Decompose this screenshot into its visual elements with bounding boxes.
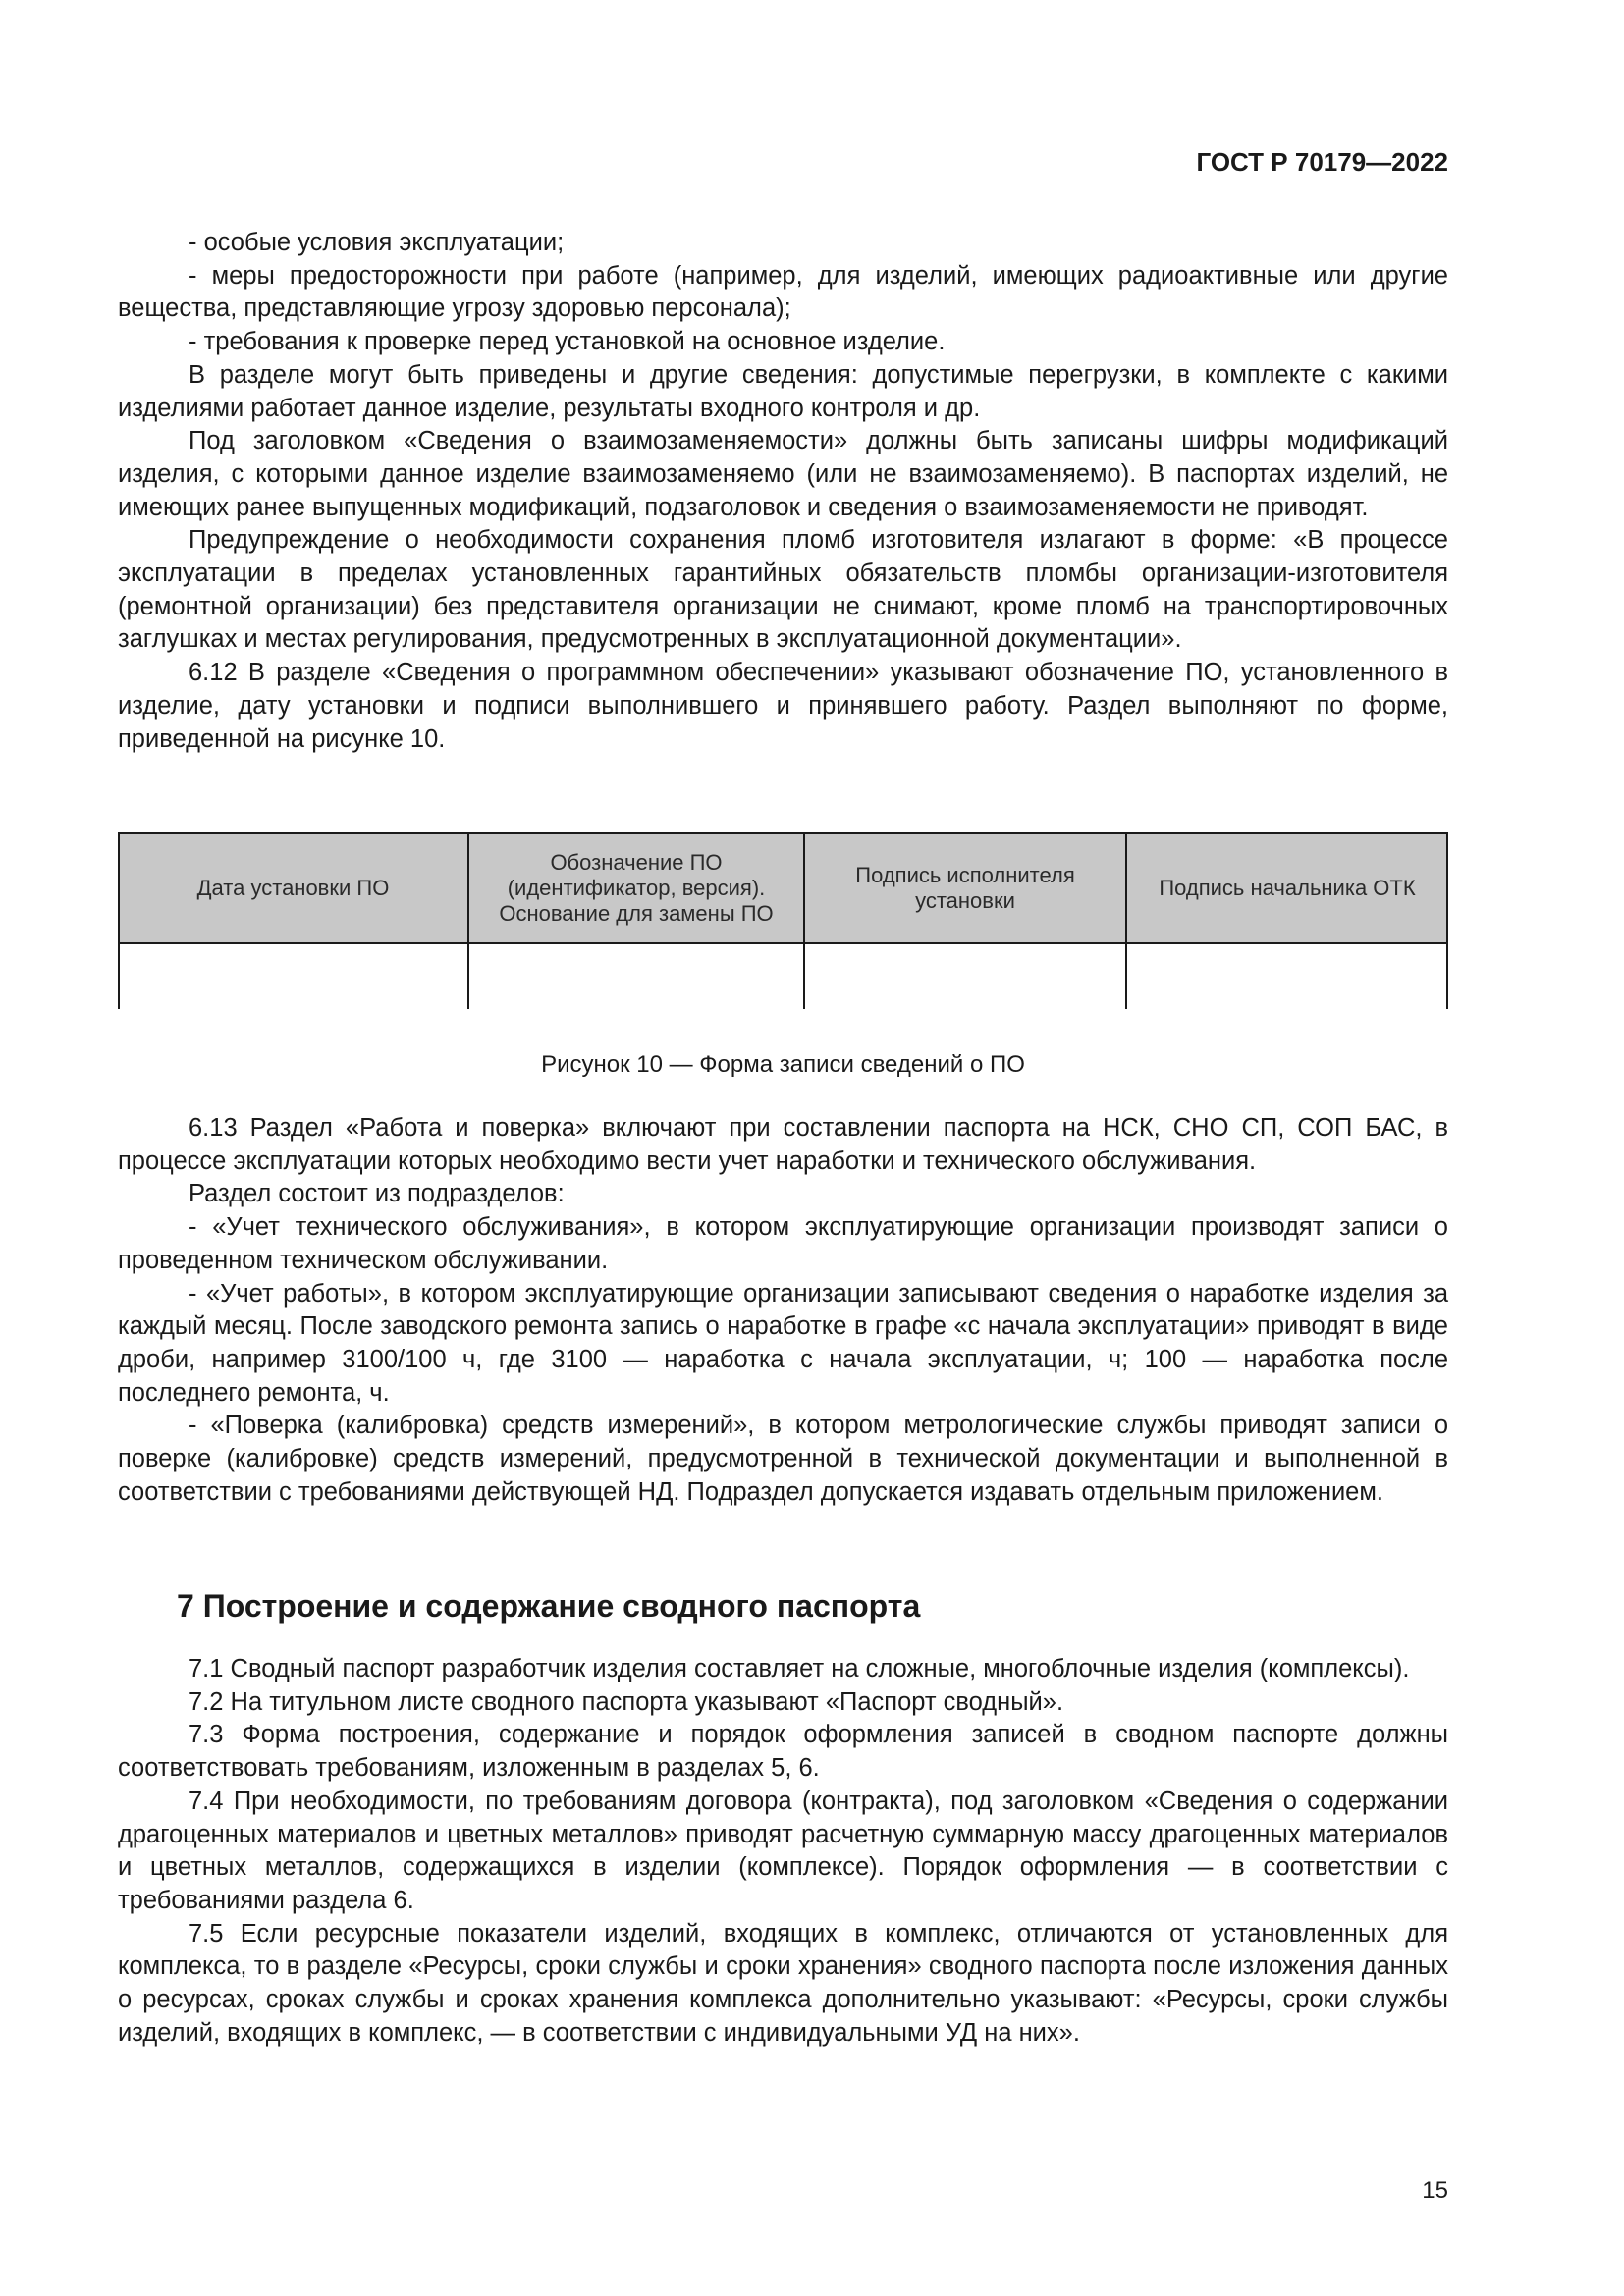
page-number: 15	[1422, 2177, 1448, 2204]
list-item: - меры предосторожности при работе (например, для изделий, имеющих радиоактивные или другие вещества, представляющие угрозу здоровью персонала);	[118, 261, 1448, 323]
form-column-header: Подпись исполнителя установки	[855, 862, 1075, 913]
paragraph: 6.13 Раздел «Работа и поверка» включают при составлении паспорта на НСК, СНО СП, СОП БАС, в процессе эксплуатации которых необходимо вести учет наработки и технического обслуживания.	[118, 1114, 1448, 1175]
paragraph: 6.12 В разделе «Сведения о программном обеспечении» указывают обозначение ПО, установленного в изделие, дату установки и подписи выполнившего и принявшего работу. Раздел выполняют по форме, приведенной на рисунке 10.	[118, 659, 1448, 753]
form-column-divider	[1125, 832, 1127, 1009]
paragraph: Раздел состоит из подразделов:	[189, 1180, 565, 1208]
paragraph: 7.5 Если ресурсные показатели изделий, входящих в комплекс, отличаются от установленных для комплекса, то в разделе «Ресурсы, сроки службы и сроки хранения» сводного паспорта после изложения данных о ресурсах, сроках службы и сроках хранения комплекса дополнительно указывают: «Ресурсы, сроки службы изделий, входящих в комплекс, — в соответствии с индивидуальными УД на них».	[118, 1919, 1448, 2047]
form-column-divider	[467, 832, 469, 1009]
form-border-left	[118, 832, 120, 1009]
form-border-middle	[118, 942, 1448, 944]
list-item: - «Поверка (калибровка) средств измерений», в котором метрологические службы приводят записи о поверке (калибровке) средств измерений, предусмотренной в технической документации и выполненной в соответствии с требованиями действующей НД. Подраздел допускается издавать отдельным приложением.	[118, 1412, 1448, 1506]
paragraph: В разделе могут быть приведены и другие сведения: допустимые перегрузки, в комплекте с какими изделиями работает данное изделие, результаты входного контроля и др.	[118, 360, 1448, 422]
paragraph: 7.4 При необходимости, по требованиям договора (контракта), под заголовком «Сведения о содержании драгоценных материалов и цветных металлов» приводят расчетную суммарную массу драгоценных материалов и цветных металлов, содержащихся в изделии (комплексе). Порядок оформления — в соответствии с требованиями раздела 6.	[118, 1787, 1448, 1914]
text-block-lower	[118, 1653, 1448, 2050]
form-column-header: Обозначение ПО (идентификатор, версия). Основание для замены ПО	[499, 849, 774, 926]
section-heading: 7 Построение и содержание сводного паспорта	[177, 1588, 921, 1624]
list-item: - особые условия эксплуатации;	[189, 229, 565, 256]
paragraph: Под заголовком «Сведения о взаимозаменяемости» должны быть записаны шифры модификаций изделия, с которыми данное изделие взаимозаменяемо (или не взаимозаменяемо). В паспортах изделий, не имеющих ранее выпущенных модификаций, подзаголовок и сведения о взаимозаменяемости не приводят.	[118, 427, 1448, 521]
paragraph: 7.3 Форма построения, содержание и порядок оформления записей в сводном паспорте должны соответствовать требованиям, изложенным в разделах 5, 6.	[118, 1721, 1448, 1783]
figure-caption: Рисунок 10 — Форма записи сведений о ПО	[541, 1051, 1025, 1078]
text-block-upper	[118, 227, 1448, 756]
list-item: - «Учет работы», в котором эксплуатирующие организации записывают сведения о наработке изделия за каждый месяц. После заводского ремонта запись о наработке в графе «с начала эксплуатации» приводят в виде дроби, например 3100/100 ч, где 3100 — наработка с начала эксплуатации, ч; 100 — наработка после последнего ремонта, ч.	[118, 1279, 1448, 1407]
form-border-top	[118, 832, 1448, 834]
form-column-divider	[803, 832, 805, 1009]
software-record-form-figure	[118, 832, 1448, 1009]
paragraph: Предупреждение о необходимости сохранения пломб изготовителя излагают в форме: «В процессе эксплуатации в пределах установленных гарантийных обязательств пломбы организации-изготовителя (ремонтной организации) без представителя организации не снимают, кроме пломб на транспортировочных заглушках и местах регулирования, предусмотренных в эксплуатационной документации».	[118, 526, 1448, 654]
paragraph: 7.2 На титульном листе сводного паспорта указывают «Паспорт сводный».	[189, 1687, 1064, 1716]
form-column-header: Подпись начальника ОТК	[1159, 875, 1416, 900]
text-block-middle	[118, 1112, 1448, 1509]
paragraph: 7.1 Сводный паспорт разработчик изделия составляет на сложные, многоблочные изделия (комплексы).	[189, 1655, 1410, 1682]
form-column-header: Дата установки ПО	[196, 875, 390, 900]
form-border-right	[1446, 832, 1448, 1009]
list-item: - требования к проверке перед установкой на основное изделие.	[189, 328, 946, 356]
document-code-header: ГОСТ Р 70179—2022	[1196, 147, 1448, 177]
list-item: - «Учет технического обслуживания», в котором эксплуатирующие организации производят записи о проведенном техническом обслуживании.	[118, 1213, 1448, 1274]
